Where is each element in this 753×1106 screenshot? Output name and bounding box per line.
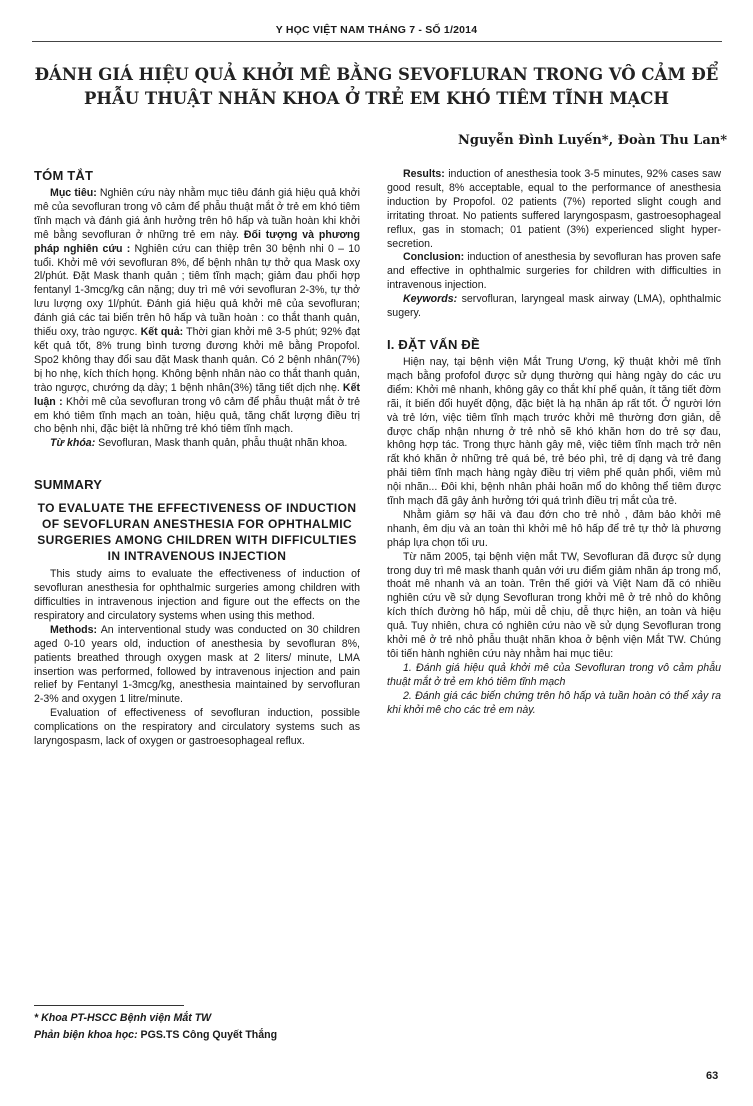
summary-keywords <box>387 293 721 321</box>
conclusion-vi-label: Kết luận : <box>34 381 360 408</box>
methods-vi-text: Nghiên cứu can thiệp trên 30 bệnh nhi 0 – 10 tuổi. Khởi mê với sevofluran 8%, để bệnh nhân tự thở qua Mask oxy 2l/phút. Đặt Mask thanh quản ; tiêm tĩnh mạch; giảm đau phối hợp fentanyl 1-3mcg/kg cân nặng; duy trì mê với sevofluran 2-3%, tự thở lưu lượng oxy 1l/phút. Đánh giá hiệu quả khởi mê của sevofluran; đánh giá các tai biến trên hô hấp và tuần hoàn : co thắt thanh quản, thiếu oxy, trào ngược. <box>34 242 361 339</box>
summary-results <box>387 168 721 251</box>
abstract-vi-objective <box>34 187 360 437</box>
methods-text: An interventional study was conducted on 30 children aged 0-10 years old, induction of anesthesia by sevofluran 8%, patients breathed through oxygen mask at 2 liters/ minute, LMA insertion was performed, followed by intravenous injection and pain relief by Fentanyl 1-3mcg/kg, anesthesia maintained by servofluran 2-3% and oxygen 1 litre/minute. <box>34 623 360 706</box>
objective-text: Nghiên cứu này nhằm mục tiêu đánh giá hiệu quả khởi mê của sevofluran trong vô cảm để phẫu thuật mắt ở trẻ em khó tiêm tĩnh mạch và đánh giá ảnh hưởng trên hô hấp và tuần hoàn khi khởi mê bằng sevofluran ở những trẻ em này. <box>34 187 360 241</box>
authors: Nguyễn Đình Luyến*, Đoàn Thu Lan* <box>457 133 727 148</box>
header-rule <box>32 41 722 42</box>
summary-heading: SUMMARY <box>34 477 103 493</box>
title-line-1: ĐÁNH GIÁ HIỆU QUẢ KHỞI MÊ BẰNG SEVOFLURAN TRONG VÔ CẢM ĐỂ <box>34 65 719 84</box>
keywords-vi <box>34 437 360 451</box>
footnote-reviewer <box>34 1029 277 1041</box>
summary-evaluation: Evaluation of effectiveness of sevofluran induction, possible complications on the respiratory and circulatory systems such as laryngospasm, lack of oxygen or gastroesophageal reflux. <box>34 707 360 748</box>
results-vi-text: Thời gian khởi mê 3-5 phút; 92% đạt kết quả tốt, 8% trung bình tương đương khởi mê bằng Propofol. Spo2 không thay đổi sau đặt Mask thanh quản. Có 2 bệnh nhân(7%) bị ho nhẹ, kích thích họng. Không bệnh nhân nào co thắt thanh quản, trào ngược, chướng dạ dày; 1 bệnh nhân(3%) tăng tiết dịch nhẹ. <box>34 326 360 394</box>
page-number: 63 <box>706 1070 719 1082</box>
footnote-rule <box>34 1005 184 1006</box>
keywords-label: Keywords: <box>403 293 458 306</box>
results-text: induction of anesthesia took 3-5 minutes, 92% cases saw good result, 8% acceptable, equal to the performance of anesthesia induction by Propofol. 02 patients (7%) reported slight cough and irritating throat. No patients suffered laryngospasm, gastroesophageal reflux, gas in stomach; 01 patient (3%) experienced slight hyper-secretion. <box>387 168 721 250</box>
summary-methods <box>34 624 360 707</box>
results-label: Results: <box>403 168 445 180</box>
abstract-vi-heading: TÓM TẮT <box>34 168 94 183</box>
methods-label: Methods: <box>50 623 98 636</box>
keywords-text: servofluran, laryngeal mask airway (LMA), ophthalmic sugery. <box>387 293 721 320</box>
methods-vi-label: Đối tượng và phương pháp nghiên cứu : <box>34 228 360 255</box>
title-line-2: PHẪU THUẬT NHÃN KHOA Ở TRẺ EM KHÓ TIÊM TĨNH MẠCH <box>83 89 669 108</box>
summary-title: TO EVALUATE THE EFFECTIVENESS OF INDUCTION OF SEVOFLURAN ANESTHESIA FOR OPHTHALMIC SURGERIES AMONG CHILDREN WITH DIFFICULTIES IN INTRAVENOUS INJECTION <box>37 501 357 564</box>
article-title <box>20 63 733 111</box>
results-vi-label: Kết quả: <box>140 326 184 339</box>
section-1-heading: I. ĐẶT VẤN ĐỀ <box>387 336 480 352</box>
right-column <box>387 168 721 718</box>
keywords-vi-text: Sevofluran, Mask thanh quản, phẫu thuật nhãn khoa. <box>95 437 348 450</box>
section-1-paragraph-3: Từ năm 2005, tại bệnh viện mắt TW, Sevofluran đã được sử dụng trong duy trì mê mask thanh quản với ưu điểm giảm nhãn áp trong mổ, thoát mê nhanh và an toàn. Trên thế giới và Việt Nam đã có nhiều nghiên cứu về sử dụng Sevofluran trong khởi mê ở trẻ nhỏ do không kích thích đường hô hấp, mùi dễ chịu, dễ thực hiện, an toàn và hiệu quả. Tuy nhiên, chưa có nghiên cứu nào về sử dụng Sevofluran trong khởi mê ở trẻ nhỏ phẫu thuật nhãn khoa ở bệnh viện Mắt TW. Chúng tôi tiến hành nghiên cứu này nhằm hai mục tiêu: <box>387 550 721 660</box>
section-1-paragraph-1: Hiện nay, tại bệnh viện Mắt Trung Ương, kỹ thuật khởi mê tĩnh mạch bằng profofol được sử dụng thường qui hàng ngày do các ưu điểm: Khởi mê nhanh, không gây co thắt khí phế quản, ít tăng tiết đờm rãi, ít biến đổi huyết động, đặc biệt là hạ nhãn áp rất tốt. Ở người lớn và trẻ lớn, việc tiêm tĩnh mạch trước khởi mê thường đơn giản, dễ được chấp nhận nhưng ở trẻ nhỏ sẽ khó khăn hơn do trẻ sợ đau, không hợp tác. Trong thực hành gây mê, việc tiêm tĩnh mạch trở nên rất khó khăn ở những trẻ quá bé, trẻ béo phì, trẻ dị dạng và trẻ đang phải tiêm tĩnh mạch hàng ngày điều trị viêm phế quản phổi, viêm mủ nội nhãn... Đôi khi, bệnh nhân phải hoãn mổ do không thể tiêm được tĩnh mạch đã gây ảnh hưởng tới quá trình điều trị mắt của trẻ. <box>387 355 721 508</box>
left-column <box>34 168 360 749</box>
summary-intro: This study aims to evaluate the effectiveness of induction of sevofluran anesthesia for ophthalmic surgeries among children with difficulties in intravenous injection and figure out the effects on the respiratory and circulatory systems when using this method. <box>34 568 360 622</box>
reviewer-name: PGS.TS Công Quyết Thắng <box>137 1029 278 1041</box>
section-1-paragraph-2: Nhằm giảm sợ hãi và đau đớn cho trẻ nhỏ , đảm bảo khởi mê nhanh, êm dịu và an toàn thì khởi mê hô hấp để trẻ tự thở là phương pháp lựa chọn tối ưu. <box>387 508 721 549</box>
conclusion-text: induction of anesthesia by sevofluran has proven safe and effective in ophthalmic surgeries for children with difficulties in intravenous injection. <box>387 251 721 292</box>
conclusion-vi-text: Khởi mê của sevofluran trong vô cảm để phẫu thuật mắt ở trẻ em khó tiêm tĩnh mạch an toàn, hiệu quả, tăng chất lượng điều trị cho bệnh nhi, đặc biệt là những trẻ khó tiêm tĩnh mạch. <box>34 395 360 436</box>
goal-2: 2. Đánh giá các biến chứng trên hô hấp và tuần hoàn có thể xảy ra khi khởi mê cho các trẻ em này. <box>387 689 721 716</box>
keywords-vi-label: Từ khóa: <box>50 437 96 450</box>
footnote-affiliation: * Khoa PT-HSCC Bệnh viện Mắt TW <box>34 1012 212 1024</box>
conclusion-label: Conclusion: <box>403 251 465 264</box>
objective-label: Mục tiêu: <box>50 187 97 199</box>
running-head: Y HỌC VIỆT NAM THÁNG 7 - SỐ 1/2014 <box>275 24 478 36</box>
reviewer-label: Phản biện khoa học: <box>34 1029 138 1041</box>
summary-conclusion <box>387 251 721 293</box>
goal-1: 1. Đánh giá hiệu quả khởi mê của Sevofluran trong vô cảm phẫu thuật mắt ở trẻ em khó tiêm tĩnh mạch <box>387 661 721 688</box>
